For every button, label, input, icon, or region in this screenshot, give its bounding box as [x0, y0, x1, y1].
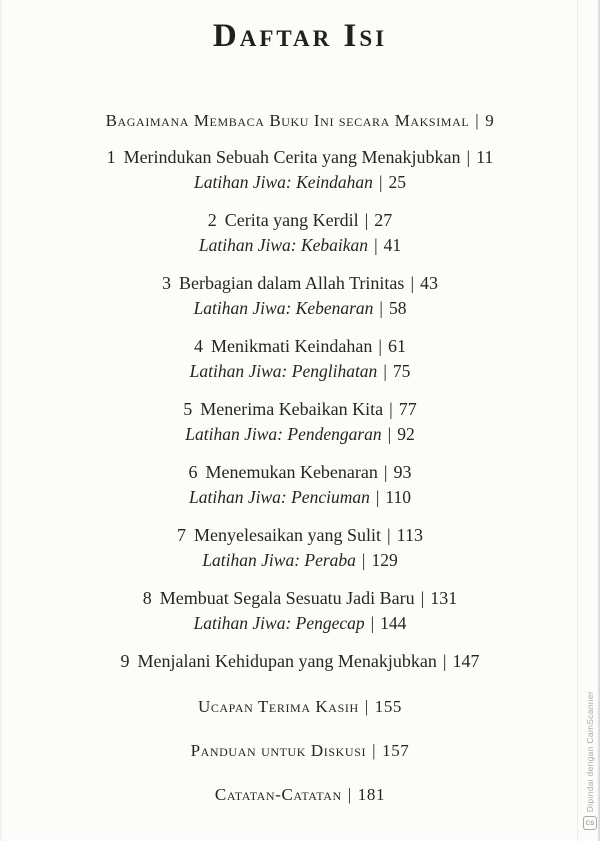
page-title: Daftar Isi: [212, 18, 388, 54]
chapter-title-line: [0, 145, 600, 170]
chapter-title-line: [0, 271, 600, 296]
chapter-title-line: [0, 397, 600, 422]
chapter-subtitle-line: [0, 233, 600, 258]
chapter-page-number: 77: [398, 399, 417, 419]
separator-bar: |: [383, 462, 388, 482]
chapter-title: Merindukan Sebuah Cerita yang Menakjubkan: [123, 147, 461, 167]
chapter-title: Cerita yang Kerdil: [224, 210, 359, 230]
separator-bar: |: [389, 399, 393, 419]
separator-bar: |: [420, 588, 425, 608]
chapter-page-number: 27: [374, 210, 393, 230]
separator-bar: |: [378, 172, 383, 192]
chapter-subtitle-line: [0, 359, 600, 384]
chapter-subtitle: Latihan Jiwa: Kebenaran: [193, 298, 374, 318]
chapter-number: 2: [207, 210, 217, 230]
separator-bar: |: [410, 273, 415, 293]
chapter-page-number: 61: [388, 336, 407, 356]
back-matter-page-number: 157: [382, 741, 410, 760]
chapter-subtitle-page-number: 75: [392, 361, 411, 381]
chapter-number: 3: [161, 273, 171, 293]
chapter-title: Menjalani Kehidupan yang Menakjubkan: [137, 651, 437, 671]
separator-bar: |: [466, 147, 471, 167]
toc-intro-page-number: 9: [485, 111, 495, 130]
chapter-subtitle-line: [0, 611, 600, 636]
toc-chapter-entry: [0, 208, 600, 258]
chapter-title: Menyelesaikan yang Sulit: [194, 525, 381, 545]
chapter-title-line: [0, 649, 600, 674]
separator-bar: |: [364, 210, 369, 230]
separator-bar: |: [372, 741, 377, 760]
page-edge-inner-line: [577, 0, 578, 841]
chapter-subtitle: Latihan Jiwa: Pengecap: [193, 613, 365, 633]
chapter-number: 9: [120, 651, 130, 671]
chapter-title: Membuat Segala Sesuatu Jadi Baru: [159, 588, 415, 608]
separator-bar: |: [379, 298, 383, 318]
separator-bar: |: [383, 361, 387, 381]
chapter-title-line: [0, 586, 600, 611]
separator-bar: |: [370, 613, 375, 633]
chapter-subtitle: Latihan Jiwa: Pendengaran: [185, 424, 382, 444]
toc-chapter-entry: [0, 145, 600, 195]
chapter-subtitle-page-number: 92: [397, 424, 415, 444]
separator-bar: |: [442, 651, 447, 671]
chapter-subtitle-line: [0, 422, 600, 447]
back-matter-entry: [0, 740, 600, 762]
watermark-text: Dipindai dengan CamScanner: [585, 690, 595, 812]
chapter-number: 8: [142, 588, 152, 608]
back-matter-page-number: 155: [374, 697, 403, 716]
toc-chapter-entry: [0, 334, 600, 384]
separator-bar: |: [347, 785, 352, 804]
separator-bar: |: [378, 336, 383, 356]
separator-bar: |: [361, 550, 366, 570]
toc-chapter-entry: [0, 523, 600, 573]
chapter-list: [0, 145, 600, 674]
chapter-page-number: 43: [420, 273, 439, 293]
chapter-subtitle-page-number: 58: [388, 298, 407, 318]
chapter-title: Menemukan Kebenaran: [205, 462, 378, 482]
toc-chapter-entry: [0, 649, 600, 674]
chapter-title-line: [0, 460, 600, 485]
separator-bar: |: [364, 697, 369, 716]
chapter-page-number: 93: [393, 462, 412, 482]
chapter-number: 4: [193, 336, 203, 356]
chapter-title: Menikmati Keindahan: [210, 336, 373, 356]
chapter-subtitle-line: [0, 296, 600, 321]
back-matter-entry: [0, 784, 600, 806]
back-matter-list: [0, 696, 600, 806]
chapter-title: Berbagian dalam Allah Trinitas: [178, 273, 405, 293]
page-edge-left-shadow: [0, 0, 3, 841]
toc-chapter-entry: [0, 460, 600, 510]
chapter-number: 7: [177, 525, 187, 545]
chapter-number: 5: [183, 399, 193, 419]
camscanner-icon: CS: [583, 816, 597, 830]
chapter-page-number: 147: [452, 651, 480, 671]
chapter-subtitle: Latihan Jiwa: Peraba: [202, 550, 356, 570]
chapter-subtitle-page-number: 25: [388, 172, 406, 192]
toc-chapter-entry: [0, 586, 600, 636]
camscanner-watermark: [583, 691, 597, 830]
back-matter-label: Catatan-Catatan: [214, 785, 342, 804]
chapter-title: Menerima Kebaikan Kita: [200, 399, 384, 419]
chapter-subtitle-line: [0, 485, 600, 510]
chapter-page-number: 113: [396, 525, 423, 545]
chapter-subtitle-page-number: 110: [385, 487, 411, 507]
separator-bar: |: [387, 525, 391, 545]
chapter-subtitle-line: [0, 548, 600, 573]
chapter-title-line: [0, 334, 600, 359]
chapter-subtitle-page-number: 144: [380, 613, 407, 633]
chapter-title-line: [0, 208, 600, 233]
back-matter-page-number: 181: [357, 785, 386, 804]
back-matter-entry: [0, 696, 600, 718]
chapter-subtitle: Latihan Jiwa: Keindahan: [194, 172, 373, 192]
chapter-page-number: 11: [476, 147, 494, 167]
chapter-subtitle: Latihan Jiwa: Penciuman: [189, 487, 370, 507]
chapter-number: 6: [188, 462, 198, 482]
separator-bar: |: [375, 487, 380, 507]
toc-chapter-entry: [0, 271, 600, 321]
separator-bar: |: [374, 235, 378, 255]
chapter-subtitle: Latihan Jiwa: Penglihatan: [189, 361, 378, 381]
chapter-subtitle: Latihan Jiwa: Kebaikan: [198, 235, 369, 255]
separator-bar: |: [475, 111, 480, 130]
chapter-page-number: 131: [430, 588, 458, 608]
chapter-number: 1: [106, 147, 116, 167]
toc-intro-entry: [0, 110, 600, 132]
separator-bar: |: [387, 424, 392, 444]
toc-intro-label: Bagaimana Membaca Buku Ini secara Maksimal: [105, 111, 470, 130]
back-matter-label: Ucapan Terima Kasih: [197, 697, 359, 716]
back-matter-label: Panduan untuk Diskusi: [190, 741, 367, 760]
chapter-title-line: [0, 523, 600, 548]
toc-chapter-entry: [0, 397, 600, 447]
chapter-subtitle-page-number: 41: [383, 235, 402, 255]
chapter-subtitle-page-number: 129: [371, 550, 398, 570]
chapter-subtitle-line: [0, 170, 600, 195]
